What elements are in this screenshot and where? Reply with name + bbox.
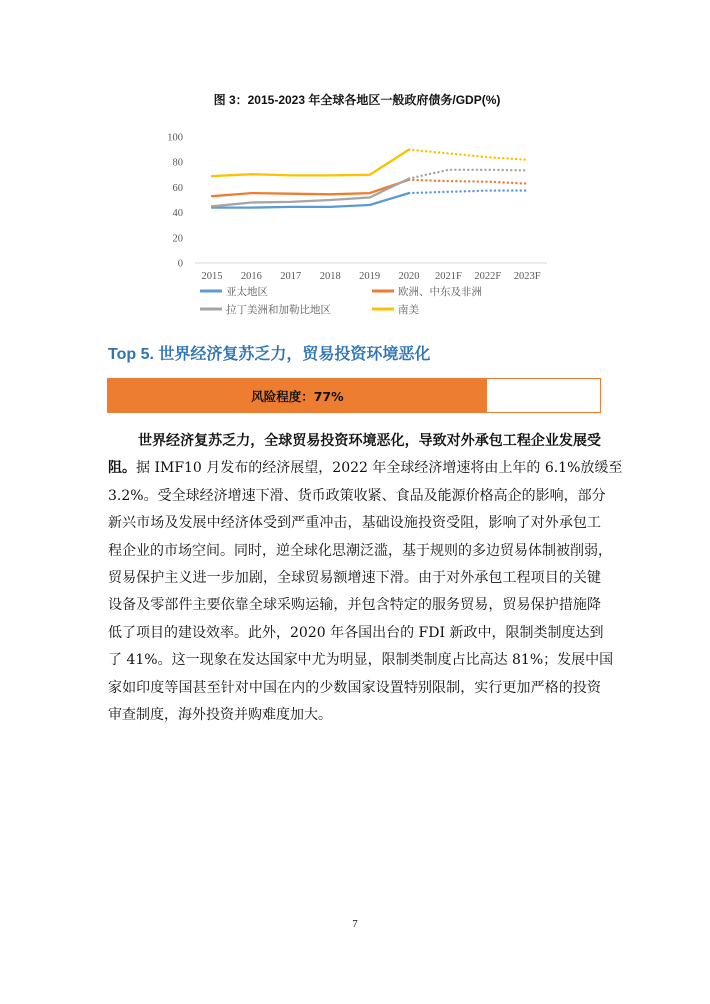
data-point-1-2020	[407, 191, 411, 195]
data-point-2-2017	[289, 192, 293, 196]
data-point-3-2021F	[446, 168, 450, 172]
paragraph-line	[108, 702, 601, 729]
page-number: 7	[352, 918, 358, 930]
data-point-3-2017	[289, 200, 293, 204]
legend-label-3: 拉丁美洲和加勒比地区	[226, 304, 331, 316]
paragraph-text: 据 IMF10 月发布的经济展望，2022 年全球经济增速将由上年的 6.1%放缓至	[136, 460, 623, 477]
paragraph-line	[108, 592, 601, 619]
bold-lead-text: 阻。	[108, 460, 136, 477]
data-point-2-2023F	[525, 182, 529, 186]
chart-title: 图 3：2015-2023 年全球各地区一般政府债务/GDP(%)	[213, 93, 501, 107]
legend-label-2: 欧洲、中东及非洲	[398, 286, 482, 298]
data-point-1-2018	[328, 205, 332, 209]
data-point-4-2015	[210, 174, 214, 178]
data-point-4-2017	[289, 173, 293, 177]
data-point-1-2019	[368, 203, 372, 207]
y-tick-label-60: 60	[172, 182, 183, 194]
y-tick-label-0: 0	[177, 258, 183, 270]
data-point-3-2020	[407, 177, 411, 181]
series-dotted-line-1	[409, 191, 527, 194]
x-tick-label-2019: 2019	[359, 271, 381, 282]
paragraph-line	[108, 428, 601, 455]
data-point-4-2023F	[525, 158, 529, 162]
x-tick-label-2016: 2016	[240, 271, 262, 282]
series-dotted-line-4	[409, 150, 527, 160]
paragraph-text: 程企业的市场空间。同时，逆全球化思潮泛滥，基于规则的多边贸易体制被削弱，	[108, 542, 612, 559]
y-tick-label-40: 40	[172, 208, 183, 220]
y-tick-label-20: 20	[172, 233, 183, 245]
paragraph-text: 3.2%。受全球经济增速下滑、货币政策收紧、食品及能源价格高企的影响，部分	[108, 487, 606, 504]
data-point-1-2016	[249, 206, 253, 210]
paragraph-line	[108, 483, 606, 510]
body-paragraph	[108, 428, 623, 729]
data-point-3-2023F	[525, 168, 529, 172]
x-tick-label-2017: 2017	[280, 271, 302, 282]
data-point-2-2016	[249, 191, 253, 195]
data-point-1-2023F	[525, 189, 529, 193]
data-point-1-2022F	[486, 189, 490, 193]
x-tick-label-2023F: 2023F	[513, 271, 541, 282]
data-point-3-2015	[210, 204, 214, 208]
paragraph-text: 审查制度，海外投资并购难度加大。	[108, 707, 332, 724]
series-line-4	[212, 150, 409, 177]
data-point-2-2015	[210, 194, 214, 198]
data-point-2-2018	[328, 192, 332, 196]
data-point-1-2021F	[446, 190, 450, 194]
legend-label-1: 亚太地区	[226, 286, 268, 298]
series-dotted-line-3	[409, 170, 527, 179]
data-point-4-2018	[328, 173, 332, 177]
x-tick-label-2018: 2018	[319, 271, 341, 282]
paragraph-text: 设备及零部件主要依靠全球采购运输，并包含特定的服务贸易，贸易保护措施降	[108, 597, 601, 614]
data-point-4-2016	[249, 172, 253, 176]
data-point-4-2019	[368, 173, 372, 177]
paragraph-text: 了 41%。这一现象在发达国家中尤为明显，限制类制度占比高达 81%；发展中国	[108, 652, 614, 669]
legend-label-4: 南美	[398, 304, 419, 316]
data-point-1-2017	[289, 205, 293, 209]
data-point-3-2022F	[486, 168, 490, 172]
paragraph-line	[108, 675, 601, 702]
bold-lead-text: 世界经济复苏乏力，全球贸易投资环境恶化，导致对外承包工程企业发展受	[138, 433, 601, 449]
paragraph-line	[108, 565, 601, 592]
series-dotted-line-2	[409, 180, 527, 184]
line-chart	[0, 110, 710, 325]
data-point-2-2021F	[446, 179, 450, 183]
data-point-2-2022F	[486, 180, 490, 184]
data-point-4-2020	[407, 148, 411, 152]
data-point-3-2019	[368, 196, 372, 200]
data-point-2-2019	[368, 191, 372, 195]
paragraph-line	[108, 510, 601, 537]
paragraph-text: 新兴市场及发展中经济体受到严重冲击，基础设施投资受阻，影响了对外承包工	[108, 515, 601, 532]
paragraph-line	[108, 647, 614, 674]
data-point-3-2016	[249, 201, 253, 205]
x-tick-label-2020: 2020	[398, 271, 420, 282]
paragraph-line	[108, 455, 623, 482]
risk-level-label: 风险程度：77%	[251, 388, 344, 404]
paragraph-text: 家如印度等国甚至针对中国在内的少数国家设置特别限制，实行更加严格的投资	[108, 679, 601, 696]
section-heading: Top 5. 世界经济复苏乏力，贸易投资环境恶化	[108, 346, 431, 363]
paragraph-text: 贸易保护主义进一步加剧，全球贸易额增速下滑。由于对外承包工程项目的关键	[108, 570, 601, 587]
x-tick-label-2021F: 2021F	[434, 271, 462, 282]
risk-level-bar	[107, 378, 601, 413]
paragraph-line	[108, 620, 604, 647]
paragraph-line	[108, 538, 612, 565]
x-tick-label-2015: 2015	[201, 271, 223, 282]
x-tick-label-2022F: 2022F	[474, 271, 502, 282]
paragraph-text: 低了项目的建设效率。此外，2020 年各国出台的 FDI 新政中，限制类制度达到	[108, 624, 604, 641]
y-tick-label-100: 100	[167, 132, 183, 144]
data-point-4-2021F	[446, 151, 450, 155]
data-point-3-2018	[328, 198, 332, 202]
data-point-4-2022F	[486, 155, 490, 159]
y-tick-label-80: 80	[172, 157, 183, 169]
